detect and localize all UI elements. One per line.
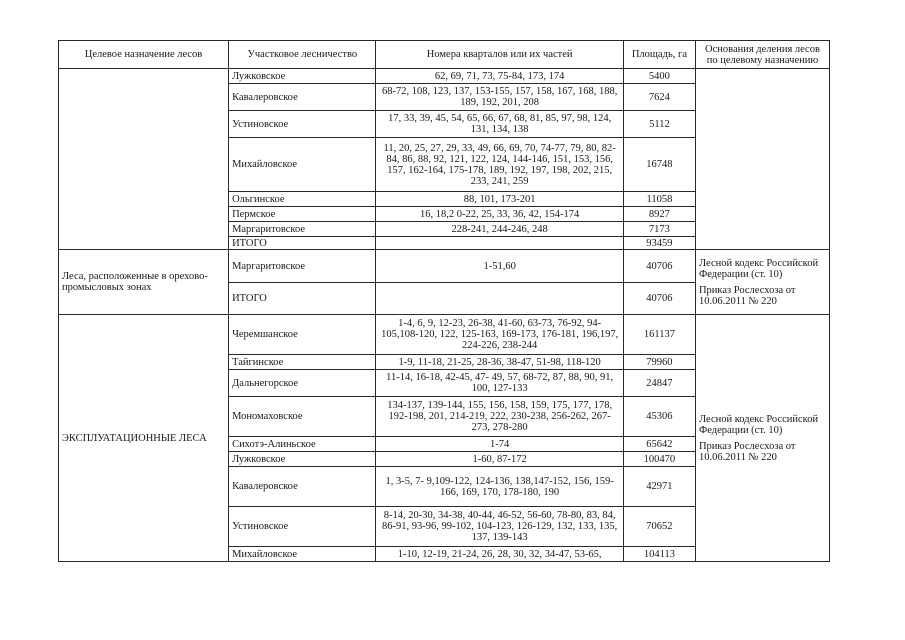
district-cell: Устиновское xyxy=(229,507,376,547)
total-label: ИТОГО xyxy=(229,237,376,250)
forest-purpose-table xyxy=(58,40,830,562)
header-quarters: Номера кварталов или их частей xyxy=(376,41,623,69)
quarters-cell: 1-51,60 xyxy=(376,250,623,283)
area-cell: 42971 xyxy=(623,467,695,507)
basis-cell xyxy=(695,250,829,315)
area-cell: 16748 xyxy=(623,138,695,192)
quarters-cell: 16, 18,2 0-22, 25, 33, 36, 42, 154-174 xyxy=(376,207,623,222)
purpose-nut-zones: Леса, расположенные в орехово-промысловых зонах xyxy=(59,250,229,315)
area-cell: 70652 xyxy=(623,507,695,547)
header-district: Участковое лесничество xyxy=(229,41,376,69)
area-cell: 79960 xyxy=(623,355,695,370)
header-area: Площадь, га xyxy=(623,41,695,69)
quarters-cell: 11-14, 16-18, 42-45, 47- 49, 57, 68-72, 87, 88, 90, 91, 100, 127-133 xyxy=(376,370,623,397)
district-cell: Маргаритовское xyxy=(229,222,376,237)
area-cell: 24847 xyxy=(623,370,695,397)
district-cell: Кавалеровское xyxy=(229,84,376,111)
quarters-cell: 8-14, 20-30, 34-38, 40-44, 46-52, 56-60, 78-80, 83, 84, 86-91, 93-96, 99-102, 104-123, 126-129, 132, 133, 135, 137, 139-143 xyxy=(376,507,623,547)
district-cell: Михайловское xyxy=(229,138,376,192)
district-cell: Мономаховское xyxy=(229,397,376,437)
quarters-cell: 17, 33, 39, 45, 54, 65, 66, 67, 68, 81, 85, 97, 98, 124, 131, 134, 138 xyxy=(376,111,623,138)
area-cell: 65642 xyxy=(623,437,695,452)
district-cell: Тайгинское xyxy=(229,355,376,370)
area-cell: 161137 xyxy=(623,315,695,355)
basis-forest-code: Лесной кодекс Российской Федерации (ст. 10) xyxy=(698,413,819,436)
header-purpose: Целевое назначение лесов xyxy=(59,41,229,69)
table-row xyxy=(59,69,830,84)
area-cell: 8927 xyxy=(623,207,695,222)
basis-order: Приказ Рослесхоза от 10.06.2011 № 220 xyxy=(698,440,796,463)
district-cell: Ольгинское xyxy=(229,192,376,207)
quarters-cell: 11, 20, 25, 27, 29, 33, 49, 66, 69, 70, 74-77, 79, 80, 82-84, 86, 88, 92, 121, 122, 124, 144-146, 151, 153, 156, 157, 162-164, 175-178, 189, 192, 197, 198, 202, 215, 233, 241, 259 xyxy=(376,138,623,192)
district-cell: Маргаритовское xyxy=(229,250,376,283)
area-cell: 5400 xyxy=(623,69,695,84)
quarters-cell: 1-74 xyxy=(376,437,623,452)
table-row xyxy=(59,250,830,283)
district-cell: Лужковское xyxy=(229,452,376,467)
district-cell: Сихотэ-Алиньское xyxy=(229,437,376,452)
area-cell: 7173 xyxy=(623,222,695,237)
quarters-cell: 88, 101, 173-201 xyxy=(376,192,623,207)
area-cell: 100470 xyxy=(623,452,695,467)
area-cell: 40706 xyxy=(623,250,695,283)
district-cell: Пермское xyxy=(229,207,376,222)
district-cell: Устиновское xyxy=(229,111,376,138)
district-cell: Лужковское xyxy=(229,69,376,84)
quarters-cell: 68-72, 108, 123, 137, 153-155, 157, 158, 167, 168, 188, 189, 192, 201, 208 xyxy=(376,84,623,111)
purpose-cell-empty xyxy=(59,69,229,250)
header-basis: Основания деления лесов по целевому назначению xyxy=(695,41,829,69)
quarters-cell: 1-9, 11-18, 21-25, 28-36, 38-47, 51-98, 118-120 xyxy=(376,355,623,370)
quarters-cell: 134-137, 139-144, 155, 156, 158, 159, 175, 177, 178, 192-198, 201, 214-219, 222, 230-238, 256-262, 267-273, 278-280 xyxy=(376,397,623,437)
total-area: 93459 xyxy=(623,237,695,250)
district-cell: Дальнегорское xyxy=(229,370,376,397)
district-cell: Кавалеровское xyxy=(229,467,376,507)
quarters-cell: 1, 3-5, 7- 9,109-122, 124-136, 138,147-152, 156, 159-166, 169, 170, 178-180, 190 xyxy=(376,467,623,507)
district-cell: Михайловское xyxy=(229,547,376,562)
quarters-cell: 1-10, 12-19, 21-24, 26, 28, 30, 32, 34-47, 53-65, xyxy=(376,547,623,562)
quarters-cell: 1-60, 87-172 xyxy=(376,452,623,467)
total-label: ИТОГО xyxy=(229,283,376,315)
quarters-cell: 62, 69, 71, 73, 75-84, 173, 174 xyxy=(376,69,623,84)
table-row xyxy=(59,315,830,355)
quarters-cell: 228-241, 244-246, 248 xyxy=(376,222,623,237)
purpose-exploitation: ЭКСПЛУАТАЦИОННЫЕ ЛЕСА xyxy=(59,315,229,562)
total-area: 40706 xyxy=(623,283,695,315)
basis-cell-empty xyxy=(695,69,829,250)
quarters-cell: 1-4, 6, 9, 12-23, 26-38, 41-60, 63-73, 76-92, 94-105,108-120, 122, 125-163, 169-173, 176-181, 196,197, 224-226, 238-244 xyxy=(376,315,623,355)
area-cell: 11058 xyxy=(623,192,695,207)
quarters-cell-empty xyxy=(376,283,623,315)
basis-forest-code: Лесной кодекс Российской Федерации (ст. 10) xyxy=(698,257,819,280)
basis-cell xyxy=(695,315,829,562)
district-cell: Черемшанское xyxy=(229,315,376,355)
table-header-row xyxy=(59,41,830,69)
quarters-cell-empty xyxy=(376,237,623,250)
basis-order: Приказ Рослесхоза от 10.06.2011 № 220 xyxy=(698,284,796,307)
area-cell: 5112 xyxy=(623,111,695,138)
area-cell: 104113 xyxy=(623,547,695,562)
area-cell: 7624 xyxy=(623,84,695,111)
area-cell: 45306 xyxy=(623,397,695,437)
